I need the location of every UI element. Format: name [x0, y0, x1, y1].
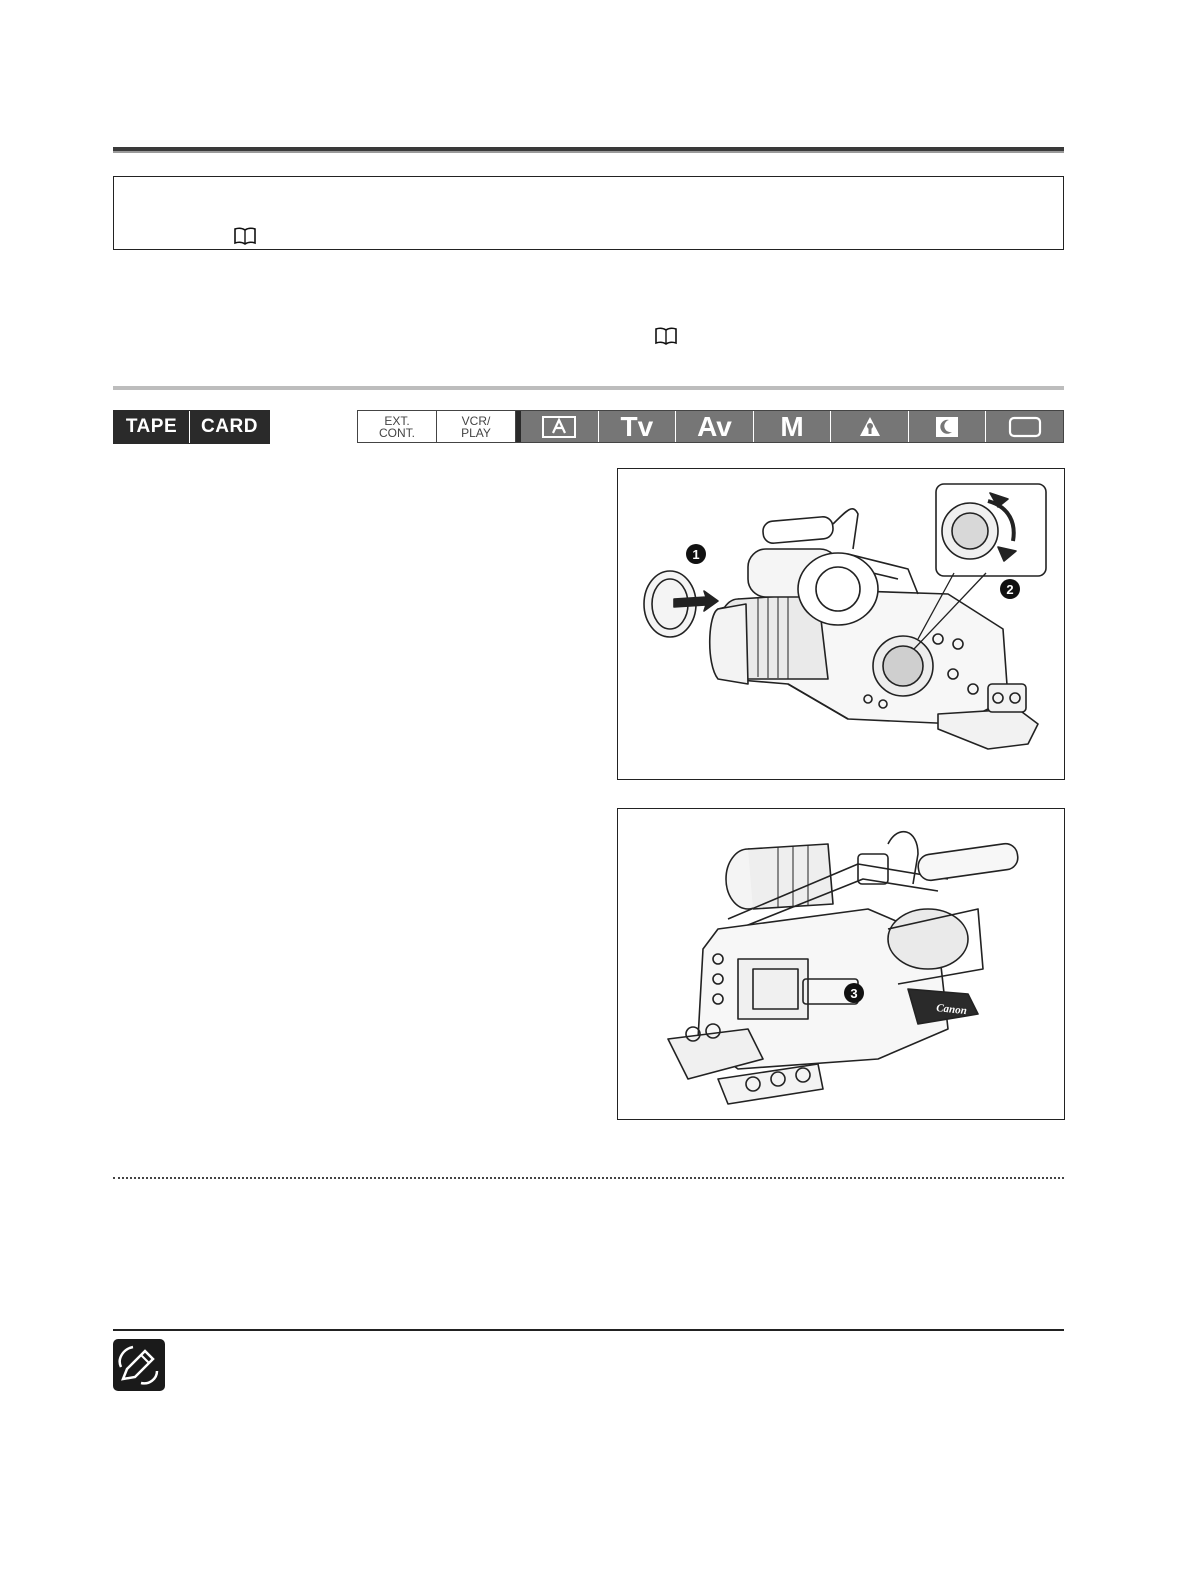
book-reference-icon	[234, 227, 256, 245]
notes-rule	[113, 1329, 1064, 1331]
reference-note-box	[113, 176, 1064, 250]
callout-2: 2	[1006, 582, 1014, 597]
illustration-camcorder-rear	[617, 808, 1065, 1120]
custom-mode-icon	[1008, 416, 1042, 438]
media-type-tabs	[113, 410, 270, 444]
book-reference-icon	[655, 327, 677, 345]
media-tab-card: CARD	[189, 411, 269, 443]
dotted-separator	[113, 1177, 1064, 1179]
mode-ext-cont-line2: CONT.	[379, 425, 415, 440]
media-tab-tape: TAPE	[125, 416, 178, 437]
spotlight-mode-icon	[858, 416, 882, 438]
mode-custom	[985, 411, 1063, 442]
auto-mode-icon	[542, 416, 576, 438]
mode-av: Av	[675, 411, 753, 442]
callout-1: 1	[692, 547, 700, 562]
mode-tv: Tv	[598, 411, 676, 442]
mode-ext-cont	[358, 411, 437, 442]
brand-label: Canon	[935, 1002, 968, 1018]
camcorder-front-drawing	[618, 469, 1064, 779]
shooting-mode-bar	[357, 410, 1064, 443]
mode-auto	[516, 411, 598, 442]
mode-m: M	[753, 411, 831, 442]
mode-vcr-play-line1: VCR/	[461, 413, 491, 428]
callout-3: 3	[850, 986, 858, 1001]
mode-vcr-play	[437, 411, 516, 442]
illustration-lens-cap-removal	[617, 468, 1065, 780]
mode-ext-cont-line1: EXT.	[384, 413, 410, 428]
mode-night	[908, 411, 986, 442]
section-top-rule	[113, 147, 1064, 151]
mode-spotlight	[830, 411, 908, 442]
memo-note-icon	[113, 1339, 165, 1391]
section-mid-rule	[113, 386, 1064, 390]
camcorder-rear-drawing	[618, 809, 1064, 1119]
night-mode-icon	[935, 416, 959, 438]
mode-vcr-play-line2: PLAY	[461, 425, 491, 440]
